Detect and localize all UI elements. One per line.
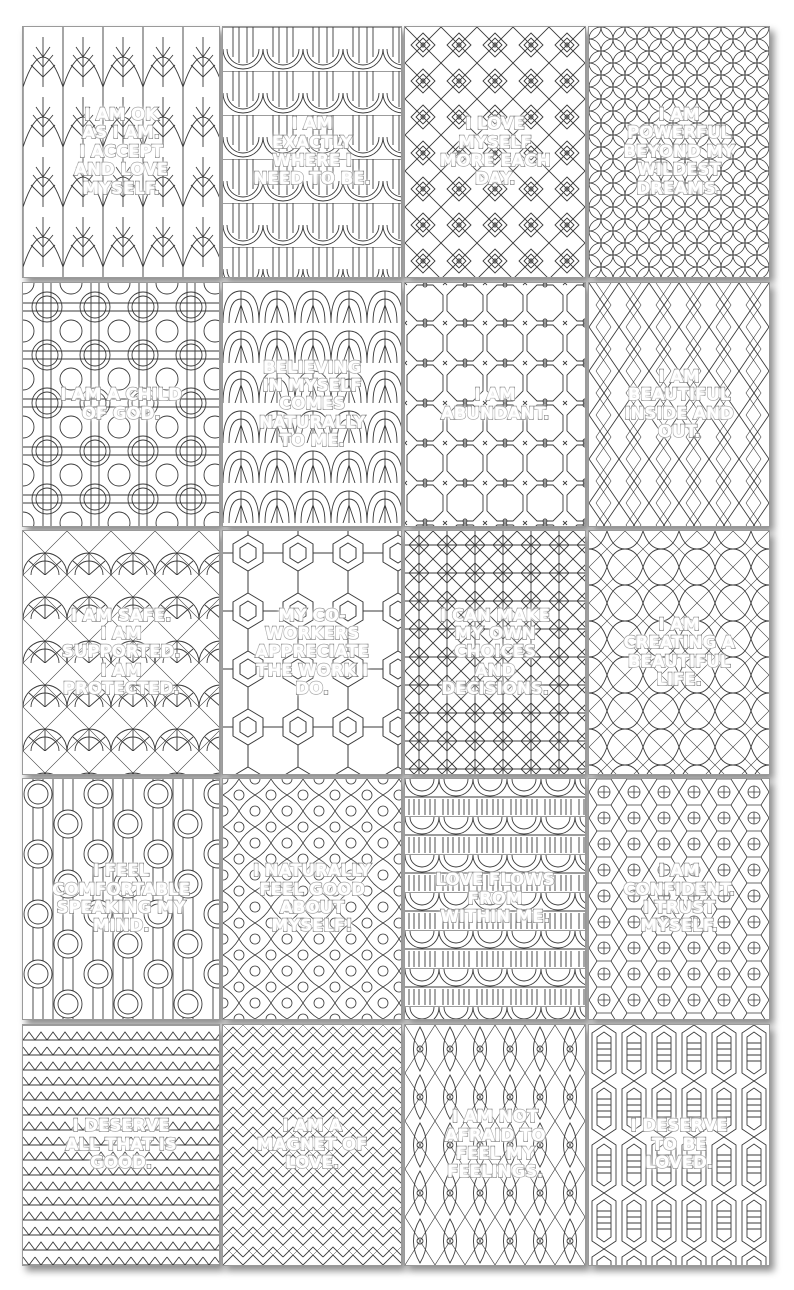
card-11 (404, 530, 586, 775)
card-3-affirmation: I LOVE MYSELF MORE EACH DAY. (439, 114, 551, 190)
card-2-affirmation: I AM EXACTLY WHERE I NEED TO BE. (253, 114, 371, 190)
card-2 (222, 26, 402, 278)
card-14 (222, 778, 402, 1020)
card-10 (222, 530, 402, 775)
card-17-affirmation: I DESERVE ALL THAT IS GOOD. (65, 1116, 177, 1174)
card-8-affirmation: I AM BEAUTIFUL INSIDE AND OUT. (624, 366, 734, 442)
card-6 (222, 282, 402, 527)
card-9 (22, 530, 220, 775)
card-7-affirmation: I AM ABUNDANT. (440, 385, 550, 424)
card-5 (22, 282, 220, 527)
card-18 (222, 1024, 402, 1266)
card-6-affirmation: BELIEVING IN MYSELF COMES NATURALLY TO ME. (258, 357, 366, 452)
card-18-affirmation: I AM A MAGNET OF LOVE. (256, 1116, 368, 1174)
card-20 (588, 1024, 770, 1266)
card-10-affirmation: MY CO- WORKERS APPRECIATE THE WORK I DO. (255, 605, 369, 700)
card-14-affirmation: I NATURALLY FEEL GOOD ABOUT MYSELF! (253, 861, 371, 937)
card-11-affirmation: I CAN MAKE MY OWN CHOICES AND DECISIONS. (440, 605, 550, 700)
card-13 (22, 778, 220, 1020)
card-19 (404, 1024, 586, 1266)
card-9-affirmation: I AM SAFE. I AM SUPPORTED. I AM PROTECTED. (61, 605, 181, 700)
card-3 (404, 26, 586, 278)
card-15 (404, 778, 586, 1020)
card-4-affirmation: I AM POWERFUL BEYOND MY WILDEST DREAMS. (623, 105, 735, 199)
card-12-affirmation: I AM CREATING A BEAUTIFUL LIFE. (623, 614, 735, 690)
card-7 (404, 282, 586, 527)
card-4 (588, 26, 770, 278)
card-1 (22, 26, 220, 278)
card-5-affirmation: I AM A CHILD OF GOD. (60, 385, 182, 424)
card-17 (22, 1024, 220, 1266)
card-16 (588, 778, 770, 1020)
card-8 (588, 282, 770, 527)
card-13-affirmation: I FEEL COMFORTABLE SPEAKING MY MIND. (52, 861, 190, 937)
card-12 (588, 530, 770, 775)
card-16-affirmation: I AM CONFIDENT. I TRUST MYSELF. (623, 861, 735, 937)
card-15-affirmation: LOVE FLOWS FROM WITHIN ME. (435, 870, 555, 928)
card-1-affirmation: I AM OK AS I AM. I ACCEPT AND LOVE MYSELF. (73, 105, 168, 199)
card-19-affirmation: I AM NOT AFRAID TO FEEL MY FEELINGS. (444, 1107, 546, 1183)
card-20-affirmation: I DESERVE TO BE LOVED. (630, 1116, 728, 1174)
